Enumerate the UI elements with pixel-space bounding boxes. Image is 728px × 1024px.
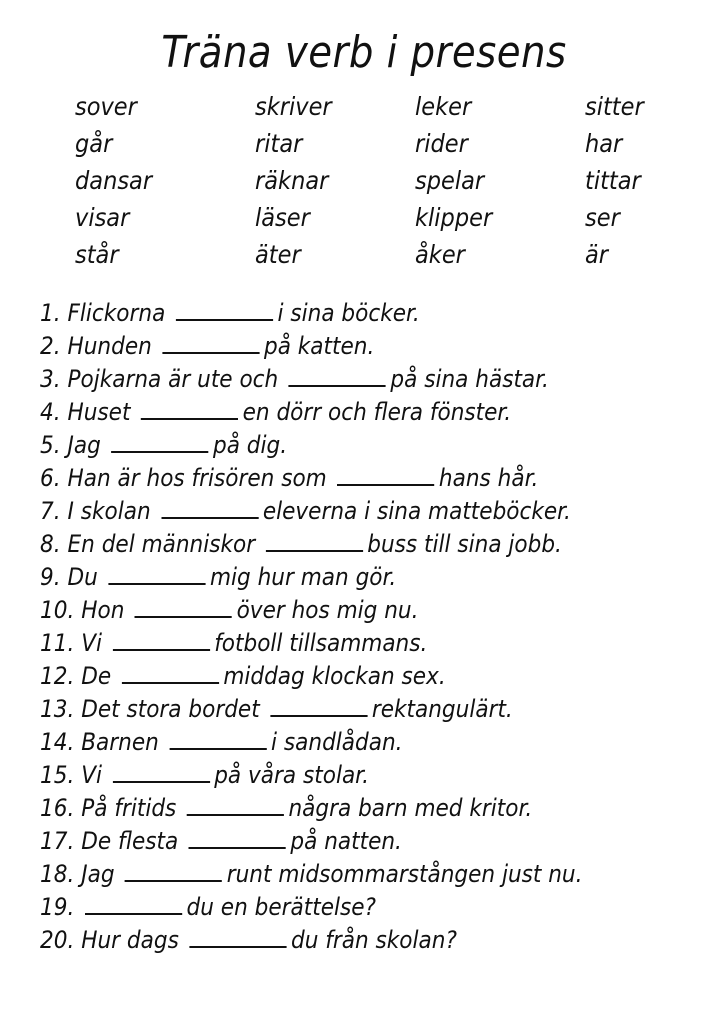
sentence-item xyxy=(40,726,652,759)
sentence-item xyxy=(40,660,652,693)
sentence-text-after-blank: hans hår. xyxy=(438,464,539,492)
sentence-text-after-blank: eleverna i sina matteböcker. xyxy=(262,497,571,525)
sentence-text-after-blank: en dörr och flera fönster. xyxy=(242,398,512,426)
sentence-number: 2. xyxy=(40,332,61,360)
word-bank-word: räknar xyxy=(255,166,329,195)
word-bank-row xyxy=(0,127,728,164)
sentence-number: 8. xyxy=(40,530,61,558)
sentence-text-before-blank: På fritids xyxy=(81,794,177,822)
sentence-number: 20. xyxy=(40,926,75,954)
sentence-item xyxy=(40,561,652,594)
sentence-number: 19. xyxy=(40,893,75,921)
sentence-number: 14. xyxy=(40,728,75,756)
sentence-item xyxy=(40,429,652,462)
answer-blank[interactable] xyxy=(189,828,286,849)
word-bank-word: går xyxy=(75,129,113,158)
sentence-text-after-blank: mig hur man gör. xyxy=(210,563,397,591)
answer-blank[interactable] xyxy=(161,498,258,519)
word-bank-word: rider xyxy=(415,129,468,158)
word-bank-word: leker xyxy=(415,92,472,121)
word-bank xyxy=(0,90,728,275)
word-bank-word: visar xyxy=(75,203,130,232)
sentence-number: 4. xyxy=(40,398,61,426)
sentence-item xyxy=(40,792,652,825)
word-bank-word: klipper xyxy=(415,203,493,232)
sentence-text-after-blank: du från skolan? xyxy=(291,926,457,954)
answer-blank[interactable] xyxy=(141,399,238,420)
sentence-text-before-blank: Vi xyxy=(81,629,103,657)
word-bank-row xyxy=(0,164,728,201)
answer-blank[interactable] xyxy=(289,366,386,387)
sentence-item xyxy=(40,594,652,627)
sentence-text-after-blank: middag klockan sex. xyxy=(223,662,446,690)
answer-blank[interactable] xyxy=(270,696,367,717)
sentence-text-before-blank: Hunden xyxy=(67,332,152,360)
answer-blank[interactable] xyxy=(111,432,208,453)
sentence-text-after-blank: buss till sina jobb. xyxy=(367,530,562,558)
answer-blank[interactable] xyxy=(85,894,182,915)
sentence-text-before-blank: Hur dags xyxy=(81,926,179,954)
answer-blank[interactable] xyxy=(169,729,266,750)
sentence-text-after-blank: på sina hästar. xyxy=(390,365,549,393)
word-bank-word: ser xyxy=(585,203,620,232)
sentence-text-after-blank: rektangulärt. xyxy=(371,695,513,723)
word-bank-word: spelar xyxy=(415,166,485,195)
sentence-text-after-blank: runt midsommarstången just nu. xyxy=(226,860,583,888)
sentence-number: 1. xyxy=(40,299,61,327)
sentence-text-before-blank: Vi xyxy=(81,761,103,789)
sentence-text-after-blank: på katten. xyxy=(263,332,375,360)
sentence-number: 9. xyxy=(40,563,61,591)
sentence-number: 10. xyxy=(40,596,75,624)
answer-blank[interactable] xyxy=(187,795,284,816)
page-title: Träna verb i presens xyxy=(161,27,567,78)
sentence-number: 12. xyxy=(40,662,75,690)
sentence-number: 7. xyxy=(40,497,61,525)
sentence-item xyxy=(40,825,652,858)
sentence-number: 13. xyxy=(40,695,75,723)
answer-blank[interactable] xyxy=(266,531,363,552)
sentence-text-after-blank: du en berättelse? xyxy=(186,893,376,921)
sentence-text-before-blank: Pojkarna är ute och xyxy=(67,365,279,393)
word-bank-word: tittar xyxy=(585,166,641,195)
sentence-number: 18. xyxy=(40,860,75,888)
sentence-text-before-blank: Det stora bordet xyxy=(81,695,260,723)
word-bank-word: sover xyxy=(75,92,137,121)
sentence-item xyxy=(40,396,652,429)
sentence-text-after-blank: på dig. xyxy=(212,431,288,459)
sentence-item xyxy=(40,528,652,561)
word-bank-row xyxy=(0,238,728,275)
sentence-text-after-blank: på våra stolar. xyxy=(214,761,369,789)
sentence-item xyxy=(40,297,652,330)
sentence-text-before-blank: En del människor xyxy=(67,530,256,558)
sentence-text-before-blank: Jag xyxy=(81,860,115,888)
answer-blank[interactable] xyxy=(189,927,286,948)
sentence-item xyxy=(40,627,652,660)
sentence-text-after-blank: över hos mig nu. xyxy=(236,596,419,624)
answer-blank[interactable] xyxy=(112,630,209,651)
sentence-text-before-blank: I skolan xyxy=(67,497,151,525)
sentence-item xyxy=(40,759,652,792)
sentence-list xyxy=(40,297,720,957)
sentence-text-before-blank: De xyxy=(81,662,112,690)
answer-blank[interactable] xyxy=(162,333,259,354)
sentence-number: 11. xyxy=(40,629,75,657)
word-bank-word: åker xyxy=(415,240,465,269)
sentence-item xyxy=(40,891,652,924)
sentence-item xyxy=(40,330,652,363)
sentence-text-before-blank: De flesta xyxy=(81,827,179,855)
answer-blank[interactable] xyxy=(125,861,222,882)
sentence-item xyxy=(40,924,652,957)
sentence-item xyxy=(40,363,652,396)
sentence-number: 6. xyxy=(40,464,61,492)
sentence-number: 5. xyxy=(40,431,61,459)
answer-blank[interactable] xyxy=(337,465,434,486)
word-bank-word: dansar xyxy=(75,166,153,195)
word-bank-row xyxy=(0,201,728,238)
sentence-number: 3. xyxy=(40,365,61,393)
sentence-text-before-blank: Han är hos frisören som xyxy=(67,464,327,492)
answer-blank[interactable] xyxy=(176,300,273,321)
sentence-text-after-blank: på natten. xyxy=(290,827,402,855)
word-bank-word: äter xyxy=(255,240,301,269)
word-bank-word: har xyxy=(585,129,623,158)
sentence-text-before-blank: Barnen xyxy=(81,728,159,756)
sentence-text-after-blank: några barn med kritor. xyxy=(288,794,533,822)
sentence-item xyxy=(40,693,652,726)
sentence-text-after-blank: i sandlådan. xyxy=(271,728,403,756)
word-bank-row xyxy=(0,90,728,127)
sentence-text-after-blank: fotboll tillsammans. xyxy=(214,629,428,657)
sentence-item xyxy=(40,495,652,528)
sentence-number: 16. xyxy=(40,794,75,822)
answer-blank[interactable] xyxy=(135,597,232,618)
sentence-text-after-blank: i sina böcker. xyxy=(277,299,420,327)
word-bank-word: är xyxy=(585,240,609,269)
sentence-text-before-blank: Du xyxy=(67,563,98,591)
word-bank-word: ritar xyxy=(255,129,303,158)
word-bank-word: står xyxy=(75,240,119,269)
sentence-text-before-blank: Flickorna xyxy=(67,299,166,327)
answer-blank[interactable] xyxy=(108,564,205,585)
sentence-number: 15. xyxy=(40,761,75,789)
sentence-text-before-blank: Jag xyxy=(67,431,101,459)
answer-blank[interactable] xyxy=(112,762,209,783)
sentence-number: 17. xyxy=(40,827,75,855)
answer-blank[interactable] xyxy=(122,663,219,684)
sentence-text-before-blank: Hon xyxy=(81,596,125,624)
sentence-text-before-blank: Huset xyxy=(67,398,131,426)
word-bank-word: skriver xyxy=(255,92,332,121)
sentence-item xyxy=(40,858,652,891)
word-bank-word: sitter xyxy=(585,92,644,121)
word-bank-word: läser xyxy=(255,203,310,232)
sentence-item xyxy=(40,462,652,495)
